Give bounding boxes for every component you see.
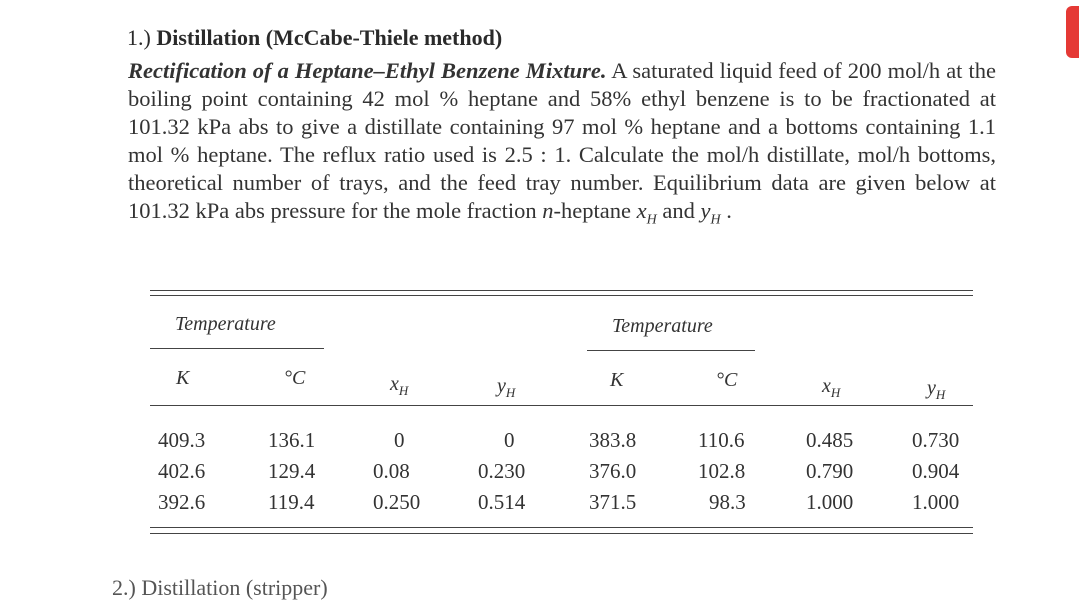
scroll-marker bbox=[1066, 6, 1079, 58]
table-cell: 102.8 bbox=[698, 459, 746, 483]
problem-text-4: . bbox=[720, 198, 732, 223]
table-top-rule-2 bbox=[150, 295, 973, 296]
table-cell: 383.8 bbox=[589, 428, 637, 452]
var-x: x bbox=[636, 198, 647, 223]
table-cell: 129.4 bbox=[268, 459, 316, 483]
table-cell: 136.1 bbox=[268, 428, 316, 452]
problem-text-3: and bbox=[656, 198, 701, 223]
table-cell: 110.6 bbox=[698, 428, 745, 452]
table-cell: 409.3 bbox=[158, 428, 206, 452]
problem-lead: Rectification of a Heptane–Ethyl Benzene Mixture. bbox=[128, 58, 607, 83]
col-header-c-left: °C bbox=[284, 367, 306, 389]
col-header-c-right: °C bbox=[716, 369, 738, 391]
table-cell: 371.5 bbox=[589, 490, 637, 514]
table-cell: 0.250 bbox=[373, 490, 421, 514]
table-bottom-rule-1 bbox=[150, 527, 973, 528]
table-cell: 0 bbox=[394, 428, 405, 452]
problem-text-2: -heptane bbox=[553, 198, 637, 223]
table-header-rule bbox=[150, 405, 973, 406]
table-cell: 1.000 bbox=[806, 490, 854, 514]
table-cell: 0.904 bbox=[912, 459, 960, 483]
col-header-y-right: $y_H$ bbox=[927, 377, 946, 402]
problem-statement bbox=[128, 57, 996, 228]
problem-number: 1.) bbox=[127, 25, 151, 50]
col-header-k-right: K bbox=[610, 369, 624, 391]
temp-left-underline bbox=[150, 348, 324, 349]
problem-text-1: A saturated liquid feed of 200 mol/h at the boiling point containing 42 mol % heptane and 58% ethyl benzene is to be fractionated at 101.32 kPa abs to give a distillate containing 97 mol % heptane and a bottoms containing 1.1 mol % heptane. The reflux ratio used is 2.5 : 1. Calculate the mol/h distillate, mol/h bottoms, theoretical number of trays, and the feed tray number. Equilibrium data are given below at 101.32 kPa abs pressure for the mole fraction bbox=[128, 58, 996, 223]
problem-title: Distillation (McCabe-Thiele method) bbox=[156, 25, 503, 50]
table-cell: 0 bbox=[504, 428, 515, 452]
var-n: n bbox=[542, 198, 554, 223]
table-cell: 376.0 bbox=[589, 459, 637, 483]
table-cell: 0.790 bbox=[806, 459, 854, 483]
col-header-y-left: $y_H$ bbox=[497, 375, 516, 400]
col-header-x-left: $x_H$ bbox=[390, 373, 409, 398]
temperature-group-right: Temperature bbox=[612, 315, 713, 337]
temperature-group-left: Temperature bbox=[175, 313, 276, 335]
table-cell: 0.514 bbox=[478, 490, 526, 514]
var-y: y bbox=[700, 198, 711, 223]
table-cell: 1.000 bbox=[912, 490, 960, 514]
var-y-sub: H bbox=[710, 212, 721, 228]
table-cell: 392.6 bbox=[158, 490, 206, 514]
table-cell: 98.3 bbox=[709, 490, 746, 514]
col-header-x-right: $x_H$ bbox=[822, 375, 841, 400]
table-cell: 0.230 bbox=[478, 459, 526, 483]
table-cell: 0.730 bbox=[912, 428, 960, 452]
table-cell: 402.6 bbox=[158, 459, 206, 483]
next-heading-fragment: 2.) Distillation (stripper) bbox=[112, 575, 328, 600]
problem-heading bbox=[127, 24, 502, 52]
var-x-sub: H bbox=[646, 212, 657, 228]
table-cell: 119.4 bbox=[268, 490, 315, 514]
temp-right-underline bbox=[587, 350, 755, 351]
table-top-rule-1 bbox=[150, 290, 973, 291]
table-cell: 0.08 bbox=[373, 459, 410, 483]
table-bottom-rule-2 bbox=[150, 533, 973, 534]
col-header-k-left: K bbox=[176, 367, 190, 389]
table-cell: 0.485 bbox=[806, 428, 854, 452]
